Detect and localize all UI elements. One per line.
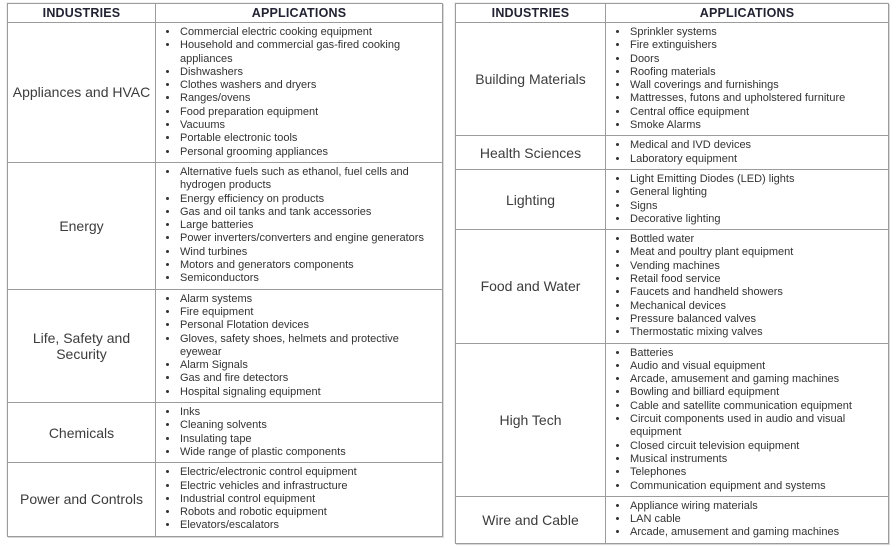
table-row (8, 23, 443, 163)
applications-cell (156, 289, 443, 402)
industry-cell: Food and Water (456, 230, 606, 343)
applications-list (606, 26, 884, 132)
application-item: • Semiconductors (179, 272, 438, 285)
applications-list (606, 233, 884, 339)
industries-table-right (455, 3, 889, 544)
applications-cell (606, 230, 889, 343)
application-item: • Gloves, safety shoes, helmets and protective eyewear (179, 333, 438, 360)
application-item: • Signs (629, 200, 884, 213)
application-item: • Commercial electric cooking equipment (179, 26, 438, 39)
table-row (8, 289, 443, 402)
applications-list (606, 139, 884, 166)
industries-table-left (7, 3, 443, 537)
table-row (8, 162, 443, 289)
application-item: • Clothes washers and dryers (179, 79, 438, 92)
table-body-right (456, 23, 889, 544)
application-item: • Thermostatic mixing valves (629, 326, 884, 339)
application-item: • Portable electronic tools (179, 132, 438, 145)
applications-cell (606, 169, 889, 229)
application-item: • Light Emitting Diodes (LED) lights (629, 173, 884, 186)
application-item: • Bottled water (629, 233, 884, 246)
application-item: • Fire equipment (179, 306, 438, 319)
application-item: • Energy efficiency on products (179, 193, 438, 206)
application-item: • Audio and visual equipment (629, 360, 884, 373)
applications-cell (156, 463, 443, 536)
applications-list (156, 166, 438, 286)
industry-cell: Life, Safety and Security (8, 289, 156, 402)
application-item: • Telephones (629, 466, 884, 479)
application-item: • Cable and satellite communication equipment (629, 400, 884, 413)
application-item: • Smoke Alarms (629, 119, 884, 132)
application-item: • Insulating tape (179, 433, 438, 446)
application-item: • Arcade, amusement and gaming machines (629, 526, 884, 539)
application-item: • Hospital signaling equipment (179, 386, 438, 399)
application-item: • Retail food service (629, 273, 884, 286)
application-item: • Central office equipment (629, 106, 884, 119)
application-item: • Household and commercial gas-fired cooking appliances (179, 39, 438, 66)
application-item: • Personal Flotation devices (179, 319, 438, 332)
application-item: • Sprinkler systems (629, 26, 884, 39)
application-item: • Motors and generators components (179, 259, 438, 272)
applications-list (156, 26, 438, 159)
application-item: • Faucets and handheld showers (629, 286, 884, 299)
application-item: • Electric/electronic control equipment (179, 466, 438, 479)
application-item: • Appliance wiring materials (629, 500, 884, 513)
applications-cell (156, 162, 443, 289)
application-item: • Power inverters/converters and engine generators (179, 232, 438, 245)
application-item: • Arcade, amusement and gaming machines (629, 373, 884, 386)
application-item: • Musical instruments (629, 453, 884, 466)
industries-column-header: INDUSTRIES (456, 4, 606, 23)
industry-cell: High Tech (456, 343, 606, 496)
applications-list (606, 347, 884, 493)
application-item: • Ranges/ovens (179, 92, 438, 105)
application-item: • Cleaning solvents (179, 419, 438, 432)
application-item: • Industrial control equipment (179, 493, 438, 506)
application-item: • Elevators/escalators (179, 519, 438, 532)
table-row (456, 496, 889, 543)
applications-cell (606, 496, 889, 543)
application-item: • Laboratory equipment (629, 153, 884, 166)
application-item: • Pressure balanced valves (629, 313, 884, 326)
industry-cell: Lighting (456, 169, 606, 229)
application-item: • Doors (629, 53, 884, 66)
application-item: • Wide range of plastic components (179, 446, 438, 459)
applications-cell (606, 343, 889, 496)
applications-cell (156, 403, 443, 463)
table-row (456, 136, 889, 170)
applications-cell (156, 23, 443, 163)
industry-cell: Power and Controls (8, 463, 156, 536)
application-item: • Vending machines (629, 260, 884, 273)
application-item: • Alarm Signals (179, 359, 438, 372)
applications-list (606, 500, 884, 540)
industries-column-header: INDUSTRIES (8, 4, 156, 23)
application-item: • Vacuums (179, 119, 438, 132)
applications-column-header: APPLICATIONS (156, 4, 443, 23)
application-item: • Alternative fuels such as ethanol, fuel cells and hydrogen products (179, 166, 438, 193)
application-item: • Robots and robotic equipment (179, 506, 438, 519)
table-row (456, 169, 889, 229)
table-row (8, 463, 443, 536)
table-row (456, 230, 889, 343)
application-item: • Closed circuit television equipment (629, 440, 884, 453)
header-row (8, 4, 443, 23)
application-item: • Mattresses, futons and upholstered furniture (629, 92, 884, 105)
application-item: • LAN cable (629, 513, 884, 526)
application-item: • Gas and fire detectors (179, 372, 438, 385)
applications-list (156, 293, 438, 399)
application-item: • Decorative lighting (629, 213, 884, 226)
table-body-left (8, 23, 443, 537)
application-item: • Personal grooming appliances (179, 146, 438, 159)
application-item: • Alarm systems (179, 293, 438, 306)
application-item: • Large batteries (179, 219, 438, 232)
applications-list (156, 406, 438, 459)
application-item: • Batteries (629, 347, 884, 360)
application-item: • Fire extinguishers (629, 39, 884, 52)
application-item: • Dishwashers (179, 66, 438, 79)
application-item: • Communication equipment and systems (629, 480, 884, 493)
industry-cell: Health Sciences (456, 136, 606, 170)
application-item: • Meat and poultry plant equipment (629, 246, 884, 259)
applications-list (156, 466, 438, 532)
application-item: • Gas and oil tanks and tank accessories (179, 206, 438, 219)
application-item: • Bowling and billiard equipment (629, 386, 884, 399)
applications-cell (606, 23, 889, 136)
application-item: • Circuit components used in audio and visual equipment (629, 413, 884, 440)
application-item: • Electric vehicles and infrastructure (179, 480, 438, 493)
industry-cell: Chemicals (8, 403, 156, 463)
header-row (456, 4, 889, 23)
table-row (8, 403, 443, 463)
application-item: • General lighting (629, 186, 884, 199)
industry-cell: Appliances and HVAC (8, 23, 156, 163)
application-item: • Inks (179, 406, 438, 419)
table-header-left (8, 4, 443, 23)
application-item: • Mechanical devices (629, 300, 884, 313)
application-item: • Roofing materials (629, 66, 884, 79)
table-row (456, 343, 889, 496)
applications-column-header: APPLICATIONS (606, 4, 889, 23)
industry-cell: Building Materials (456, 23, 606, 136)
table-row (456, 23, 889, 136)
application-item: • Wall coverings and furnishings (629, 79, 884, 92)
industry-cell: Wire and Cable (456, 496, 606, 543)
application-item: • Food preparation equipment (179, 106, 438, 119)
applications-list (606, 173, 884, 226)
applications-cell (606, 136, 889, 170)
table-header-right (456, 4, 889, 23)
application-item: • Wind turbines (179, 246, 438, 259)
industry-cell: Energy (8, 162, 156, 289)
application-item: • Medical and IVD devices (629, 139, 884, 152)
